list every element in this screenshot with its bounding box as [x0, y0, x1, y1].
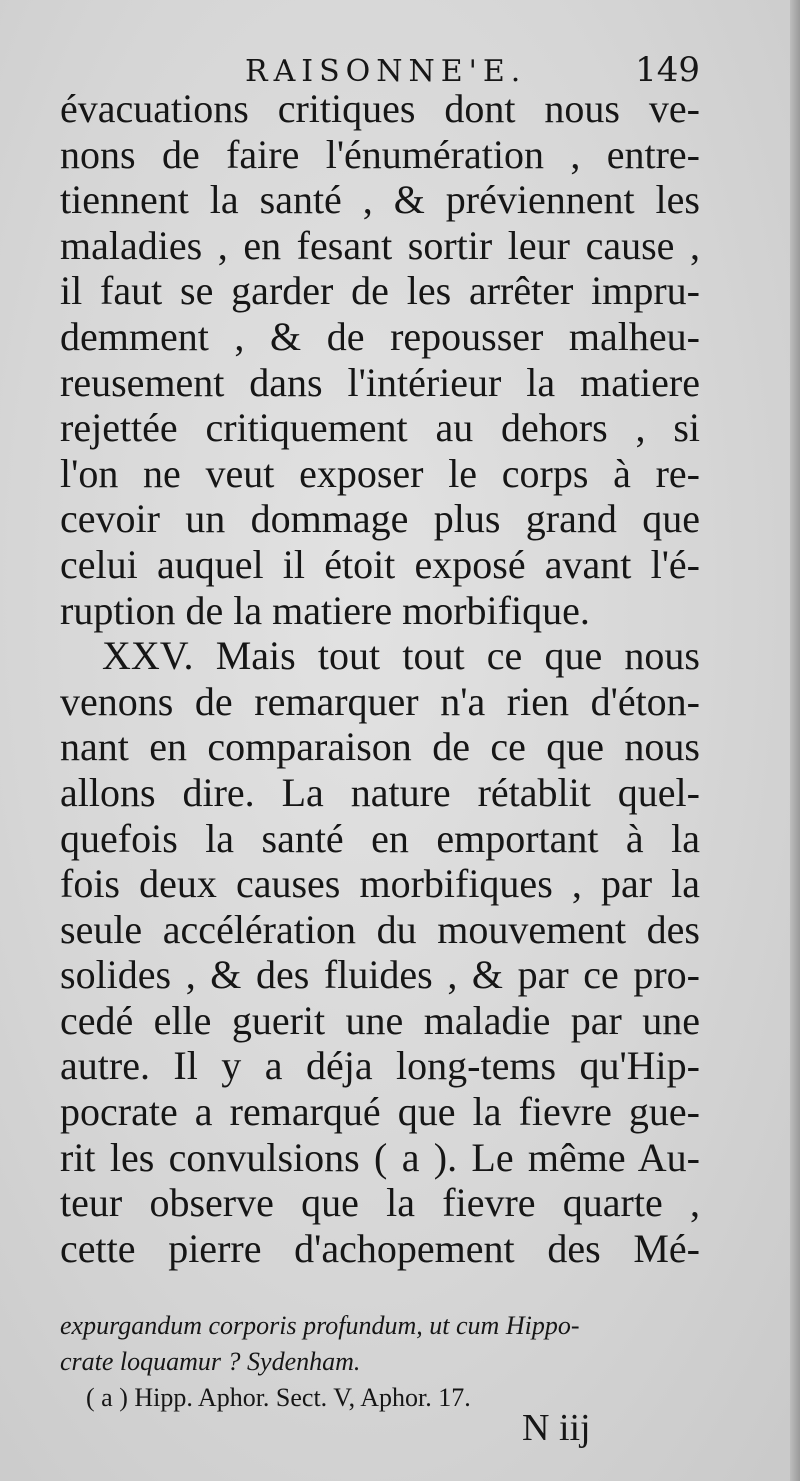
section-heading-line: XXV. Mais tout tout ce que nous — [102, 633, 700, 679]
text-line: reusement dans l'intérieur la matiere — [60, 359, 700, 405]
footnote-line: expurgandum corporis profundum, ut cum Hippo- — [60, 1311, 580, 1340]
text-line: rit les convulsions ( a ). Le même Au- — [60, 1134, 700, 1180]
text-line: seule accélération du mouvement des — [60, 906, 700, 952]
text-line: solides , & des fluides , & par ce pro- — [60, 952, 700, 998]
text-line: cedé elle guerit une maladie par une — [60, 997, 700, 1043]
text-line: celui auquel il étoit exposé avant l'é- — [60, 541, 700, 587]
body-text — [60, 86, 700, 1271]
text-line: autre. Il y a déja long-tems qu'Hip- — [60, 1043, 700, 1089]
text-line: ruption de la matiere morbifique. — [60, 587, 590, 633]
text-line: évacuations critiques dont nous ve- — [60, 86, 700, 131]
page-header — [60, 50, 700, 90]
text-line: demment , & de repousser malheu- — [60, 313, 700, 359]
text-line: venons de remarquer n'a rien d'éton- — [60, 678, 700, 724]
text-line: nons de faire l'énumération , entre- — [60, 131, 700, 177]
text-line: pocrate a remarqué que la fievre gue- — [60, 1089, 700, 1135]
text-line: cevoir un dommage plus grand que — [60, 496, 700, 542]
text-line: tiennent la santé , & préviennent les — [60, 177, 700, 223]
footnote-line: crate loquamur ? Sydenham. — [60, 1347, 361, 1376]
page-edge-shadow — [790, 0, 800, 1481]
text-line: cette pierre d'achopement des Mé- — [60, 1225, 700, 1271]
text-line: quefois la santé en emportant à la — [60, 815, 700, 861]
footnote-reference: ( a ) Hipp. Aphor. Sect. V, Aphor. 17. — [86, 1383, 471, 1412]
text-line: nant en comparaison de ce que nous — [60, 724, 700, 770]
text-line: il faut se garder de les arrêter impru- — [60, 268, 700, 314]
page-number: 149 — [635, 50, 700, 90]
footnotes — [60, 1308, 700, 1416]
text-line: fois deux causes morbifiques , par la — [60, 861, 700, 907]
signature-mark: N iij — [522, 1407, 591, 1449]
running-head: RAISONNE'E. — [245, 54, 527, 89]
text-line: l'on ne veut exposer le corps à re- — [60, 450, 700, 496]
text-line: teur observe que la fievre quarte , — [60, 1180, 700, 1226]
text-line: maladies , en fesant sortir leur cause , — [60, 222, 700, 268]
text-line: rejettée critiquement au dehors , si — [60, 405, 700, 451]
text-line: allons dire. La nature rétablit quel- — [60, 769, 700, 815]
